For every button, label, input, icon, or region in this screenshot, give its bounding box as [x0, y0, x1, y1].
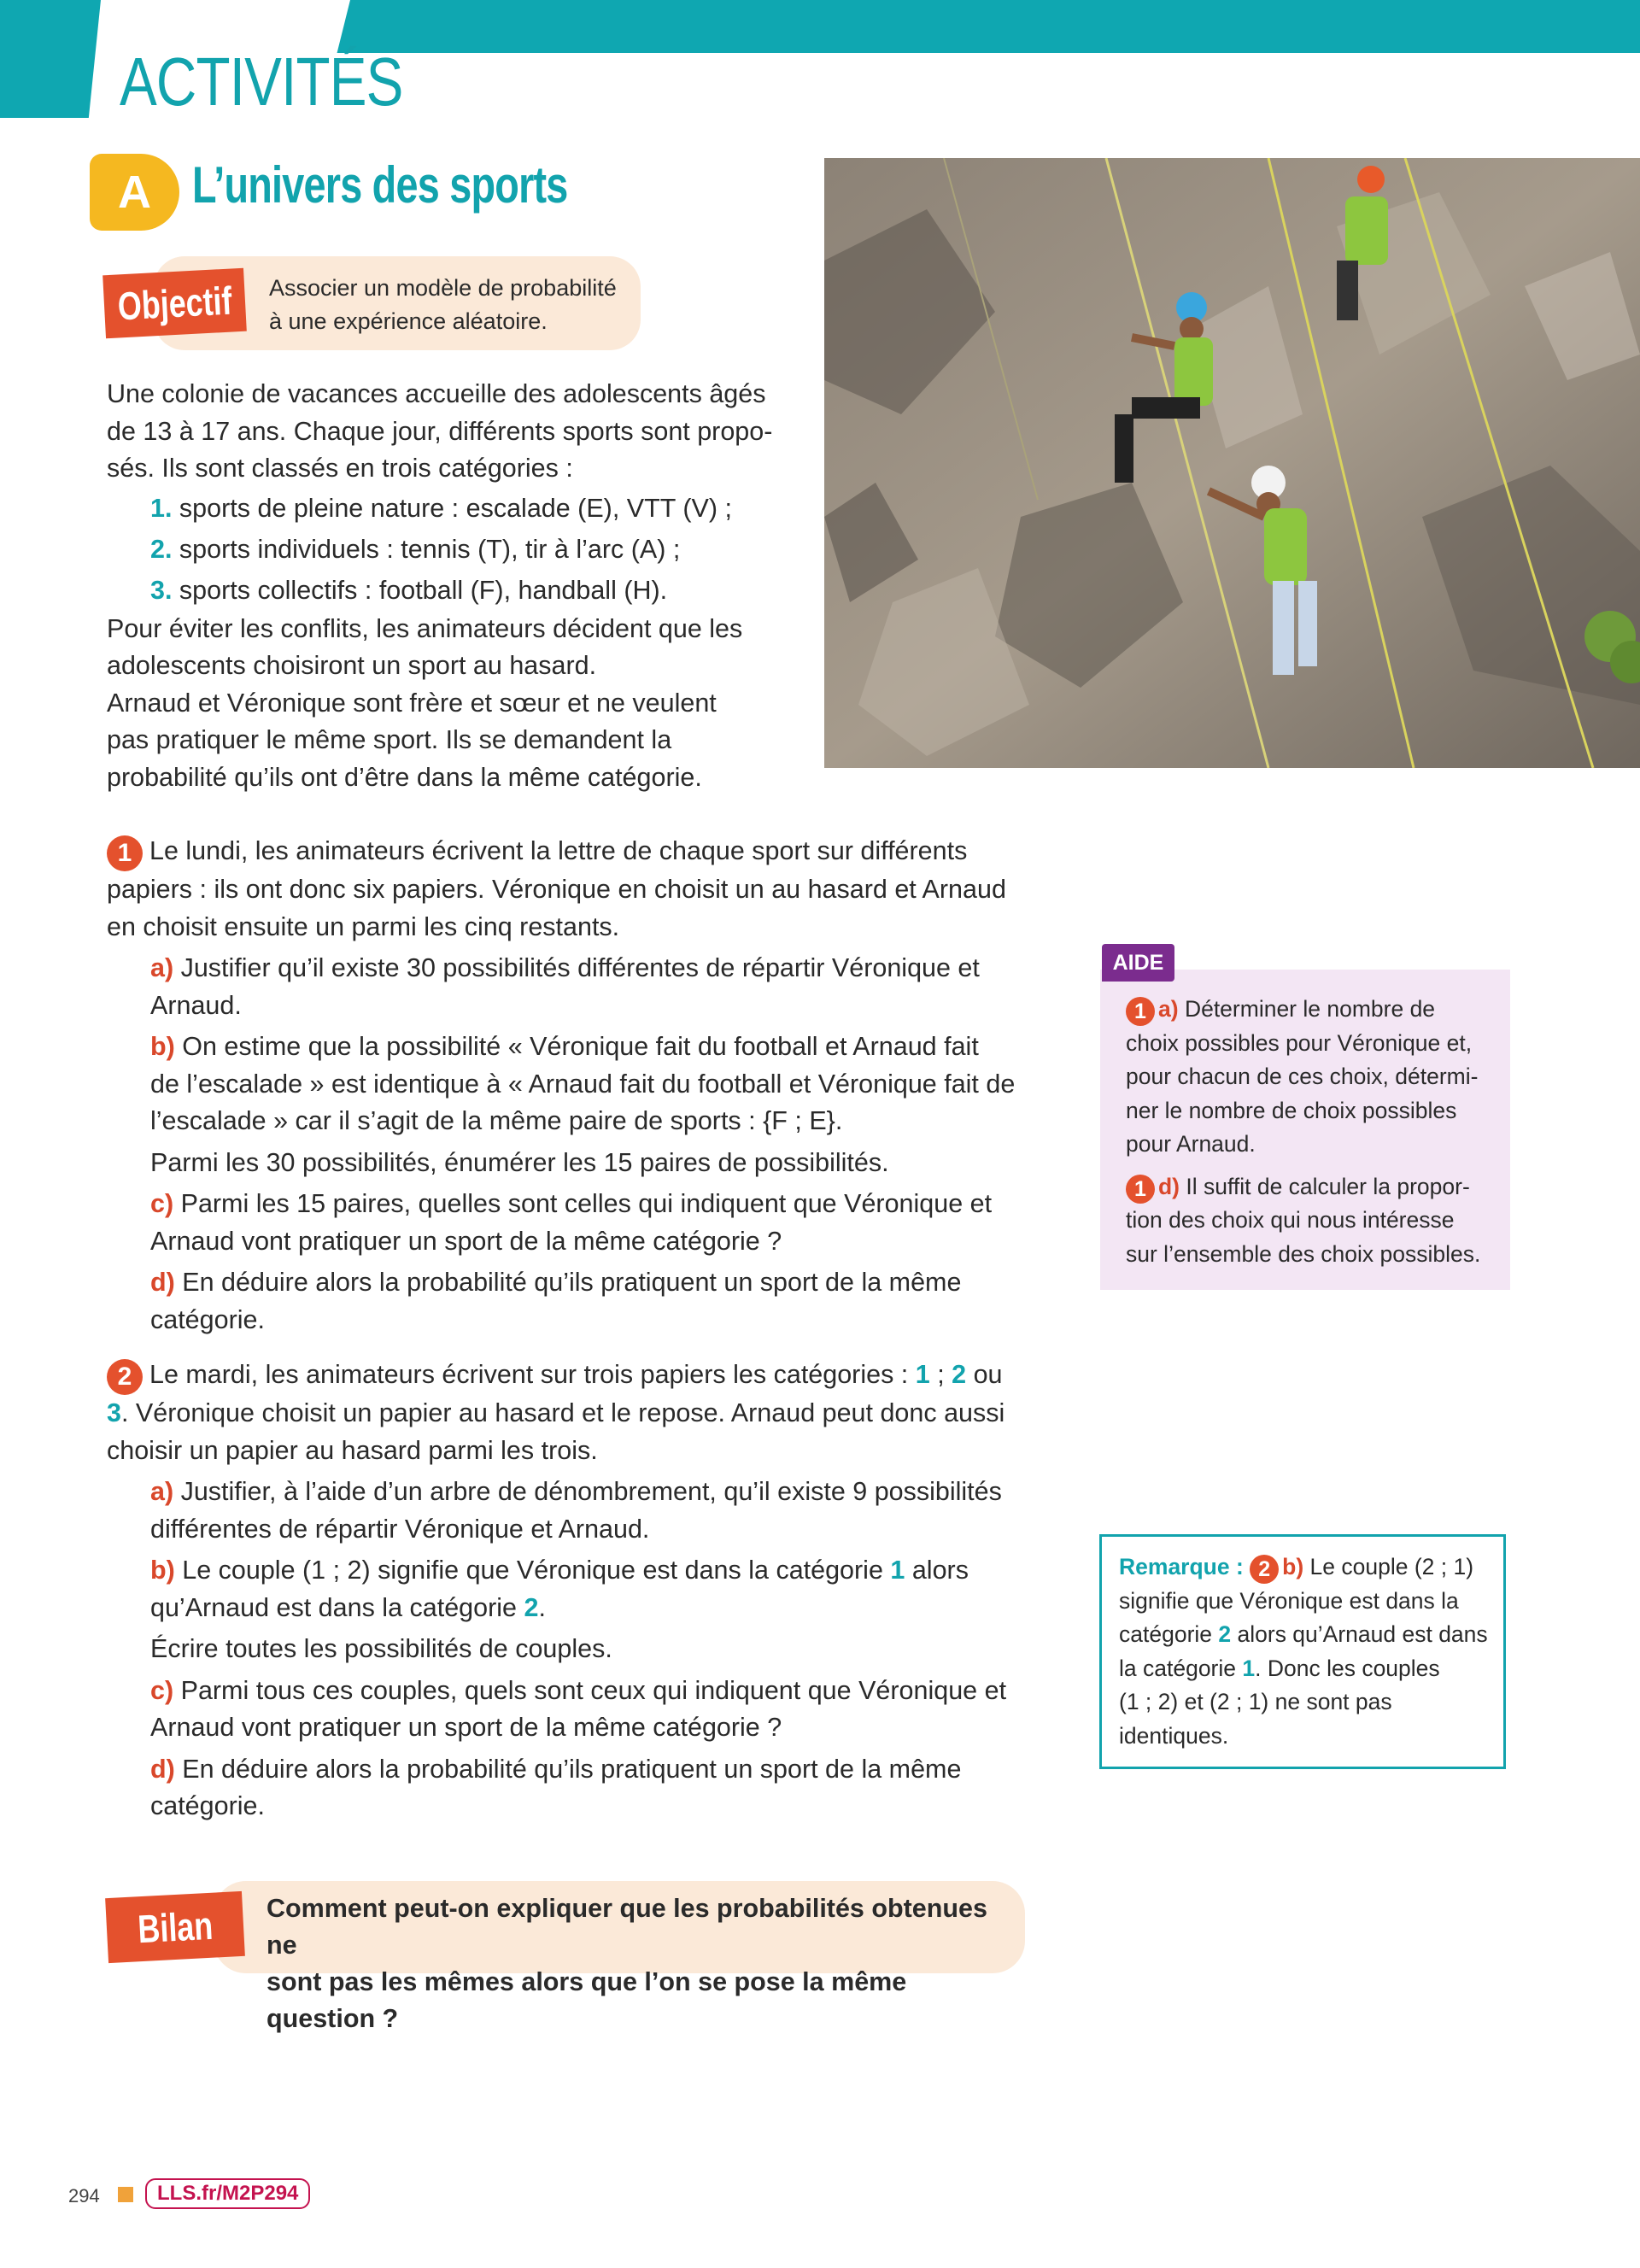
objectif-line: à une expérience aléatoire.: [269, 308, 548, 334]
climbing-illustration: [824, 158, 1640, 768]
category-item: [150, 529, 790, 570]
intro-line: probabilité qu’ils ont d’être dans la même catégorie.: [107, 762, 702, 792]
intro-line: Arnaud et Véronique sont frère et sœur et ne veulent: [107, 688, 717, 718]
question-line: ou: [966, 1360, 1003, 1389]
remarque-text: [1119, 1550, 1503, 1753]
page-title: ACTIVITÉS: [120, 44, 403, 120]
remarque-line: [1119, 1652, 1503, 1686]
intro-line: adolescents choisiront un sport au hasard.: [107, 651, 597, 680]
remarque-line: [1119, 1550, 1503, 1585]
subquestion-line: Parmi les 30 possibilités, énumérer les 15 paires de possibilités.: [150, 1147, 889, 1177]
category-ref: 1: [890, 1556, 905, 1585]
subquestion-line: Parmi les 15 paires, quelles sont celles qui indiquent que Véronique et: [173, 1189, 993, 1218]
objectif-text: [269, 272, 628, 338]
remarque-line-text: alors qu’Arnaud est dans: [1231, 1621, 1488, 1647]
subquestion-line: Justifier qu’il existe 30 possibilités différentes de répartir Véronique et: [173, 953, 980, 982]
subquestion-line: Justifier, à l’aide d’un arbre de dénombrement, qu’il existe 9 possibilités: [173, 1477, 1002, 1506]
subquestion-d: [150, 1264, 1063, 1302]
category-ref: 3: [107, 1398, 121, 1427]
question-number-badge: 2: [1250, 1555, 1279, 1584]
climbing-photo: [824, 158, 1640, 768]
subquestion-label: a): [150, 1477, 174, 1506]
category-ref: 1: [1242, 1655, 1256, 1681]
bilan-line: Comment peut-on expliquer que les probabilités obtenues ne: [266, 1894, 987, 1960]
subquestion-label: b): [150, 1032, 175, 1061]
question-number-badge: 2: [107, 1359, 143, 1395]
intro-line: Pour éviter les conflits, les animateurs décident que les: [107, 613, 743, 643]
subquestion-line: Écrire toutes les possibilités de couples.: [150, 1634, 612, 1663]
subquestion-c: [150, 1673, 1063, 1710]
question-number-badge: 1: [107, 835, 143, 871]
bilan-label: [105, 1891, 245, 1963]
question-1-statement: [107, 833, 1063, 871]
subquestion-label: d): [150, 1268, 175, 1297]
remarque-line-text: Le couple (2 ; 1): [1303, 1554, 1474, 1579]
subquestion-line: Arnaud vont pratiquer un sport de la même catégorie ?: [150, 1226, 782, 1256]
subquestion-line: Arnaud.: [150, 990, 242, 1020]
subquestion-line: Le couple (1 ; 2) signifie que Véronique est dans la catégorie: [174, 1556, 891, 1585]
subquestion-line: différentes de répartir Véronique et Arnaud.: [150, 1514, 650, 1544]
subquestion-line: [150, 1590, 1063, 1627]
subquestion-label: d): [150, 1754, 175, 1784]
intro-paragraph: [107, 376, 790, 796]
question-2: [107, 1357, 1063, 1826]
question-line: papiers : ils ont donc six papiers. Véronique en choisit un au hasard et Arnaud: [107, 875, 1006, 904]
subquestion-label: c): [150, 1675, 174, 1705]
subquestion-line: l’escalade » car il s’agit de la même paire de sports : {F ; E}.: [150, 1106, 843, 1135]
aide-label: AIDE: [1102, 944, 1174, 982]
subquestion-b: [150, 1029, 1063, 1066]
subquestion-line: catégorie.: [150, 1304, 265, 1334]
subquestion-line: On estime que la possibilité « Véronique fait du football et Arnaud fait: [174, 1032, 979, 1061]
objectif-label-text: Objectif: [116, 278, 233, 329]
subquestion-line: En déduire alors la probabilité qu’ils pratiquent un sport de la même: [174, 1754, 962, 1784]
remarque-line: signifie que Véronique est dans la: [1119, 1587, 1459, 1614]
hint-label: d): [1158, 1173, 1180, 1199]
subquestion-line-text: qu’Arnaud est dans la catégorie: [150, 1592, 524, 1622]
subquestion-label: a): [150, 953, 174, 982]
category-number: 1.: [150, 493, 173, 523]
remarque-line-text: catégorie: [1119, 1621, 1219, 1647]
question-line: Le lundi, les animateurs écrivent la lettre de chaque sport sur différents: [149, 836, 968, 865]
question-number-badge: 1: [1126, 1175, 1155, 1204]
section-title: L’univers des sports: [192, 156, 568, 214]
hint-label: a): [1158, 996, 1179, 1022]
subquestion-a: [150, 1474, 1063, 1511]
question-line-text: . Véronique choisit un papier au hasard et le repose. Arnaud peut donc aussi: [120, 1398, 1005, 1427]
remarque-line-text: . Donc les couples: [1255, 1655, 1440, 1681]
question-2-statement: [107, 1357, 1063, 1395]
bilan-question: [266, 1890, 1018, 2037]
category-item: [150, 488, 790, 529]
bilan-label-text: Bilan: [136, 1902, 214, 1952]
subquestion-d: [150, 1751, 1063, 1789]
category-ref: 1: [915, 1360, 930, 1389]
question-line: [107, 1395, 1063, 1433]
subquestion-line: de l’escalade » est identique à « Arnaud fait du football et Véronique fait de: [150, 1069, 1016, 1099]
objectif-label: [102, 268, 247, 339]
category-item: [150, 570, 790, 611]
aide-hint-1: [1126, 993, 1502, 1027]
hint-line: pour chacun de ces choix, détermi-: [1126, 1064, 1479, 1089]
question-number-badge: 1: [1126, 997, 1155, 1026]
hint-line: choix possibles pour Véronique et,: [1126, 1029, 1473, 1056]
remarque-line: (1 ; 2) et (2 ; 1) ne sont pas: [1119, 1689, 1392, 1714]
category-ref: 2: [524, 1592, 539, 1622]
intro-line: sés. Ils sont classés en trois catégories :: [107, 454, 573, 483]
hint-line: sur l’ensemble des choix possibles.: [1126, 1240, 1481, 1267]
header-corner-wedge: [0, 0, 101, 118]
remarque-label: Remarque :: [1119, 1554, 1250, 1579]
page-number: 294: [68, 2185, 100, 2206]
category-ref: 2: [1218, 1621, 1232, 1647]
subquestion-b: [150, 1552, 1063, 1590]
intro-line: de 13 à 17 ans. Chaque jour, différents sports sont propo-: [107, 416, 773, 446]
subquestion-label: c): [150, 1189, 174, 1218]
intro-line: pas pratiquer le même sport. Ils se demandent la: [107, 725, 672, 754]
remarque-line-text: la catégorie: [1119, 1655, 1243, 1681]
subquestion-c: [150, 1186, 1063, 1223]
hint-line: Il suffit de calculer la propor-: [1180, 1173, 1470, 1199]
hint-line: pour Arnaud.: [1126, 1131, 1256, 1157]
category-text: sports collectifs : football (F), handball (H).: [172, 575, 668, 605]
question-line: choisir un papier au hasard parmi les trois.: [107, 1435, 598, 1465]
subquestion-line: Arnaud vont pratiquer un sport de la même catégorie ?: [150, 1713, 782, 1742]
footer-square-icon: [118, 2187, 133, 2202]
intro-line: Une colonie de vacances accueille des adolescents âgés: [107, 379, 766, 408]
objectif-line: Associer un modèle de probabilité: [269, 275, 617, 301]
category-text: sports de pleine nature : escalade (E), VTT (V) ;: [172, 493, 732, 523]
subquestion-line: En déduire alors la probabilité qu’ils pratiquent un sport de la même: [174, 1268, 962, 1297]
resource-link[interactable]: LLS.fr/M2P294: [145, 2178, 310, 2209]
hint-line: Déterminer le nombre de: [1178, 996, 1436, 1022]
separator: ;: [929, 1360, 952, 1389]
section-letter-badge: A: [90, 154, 179, 231]
category-number: 3.: [150, 575, 173, 605]
subquestion-line: Parmi tous ces couples, quels sont ceux qui indiquent que Véronique et: [173, 1675, 1007, 1705]
category-text: sports individuels : tennis (T), tir à l’arc (A) ;: [172, 534, 681, 564]
question-1: [107, 833, 1063, 1339]
subquestion-line: alors: [905, 1556, 969, 1585]
subquestion-label: b): [150, 1556, 175, 1585]
aide-text: [1126, 993, 1502, 1271]
remarque-line: identiques.: [1119, 1722, 1229, 1749]
hint-line: ner le nombre de choix possibles: [1126, 1097, 1457, 1123]
subquestion-a: [150, 950, 1063, 987]
bilan-line: sont pas les mêmes alors que l’on se pose la même question ?: [266, 1967, 907, 2033]
category-number: 2.: [150, 534, 173, 564]
aide-hint-2: [1126, 1170, 1502, 1204]
category-ref: 2: [952, 1360, 967, 1389]
remarque-ref-label: b): [1282, 1554, 1304, 1579]
question-line: en choisit ensuite un parmi les cinq restants.: [107, 911, 620, 941]
subquestion-line-text: .: [538, 1592, 546, 1622]
remarque-line: [1119, 1618, 1503, 1652]
subquestion-line: catégorie.: [150, 1791, 265, 1820]
question-line: Le mardi, les animateurs écrivent sur trois papiers les catégories :: [149, 1360, 916, 1389]
hint-line: tion des choix qui nous intéresse: [1126, 1207, 1455, 1233]
